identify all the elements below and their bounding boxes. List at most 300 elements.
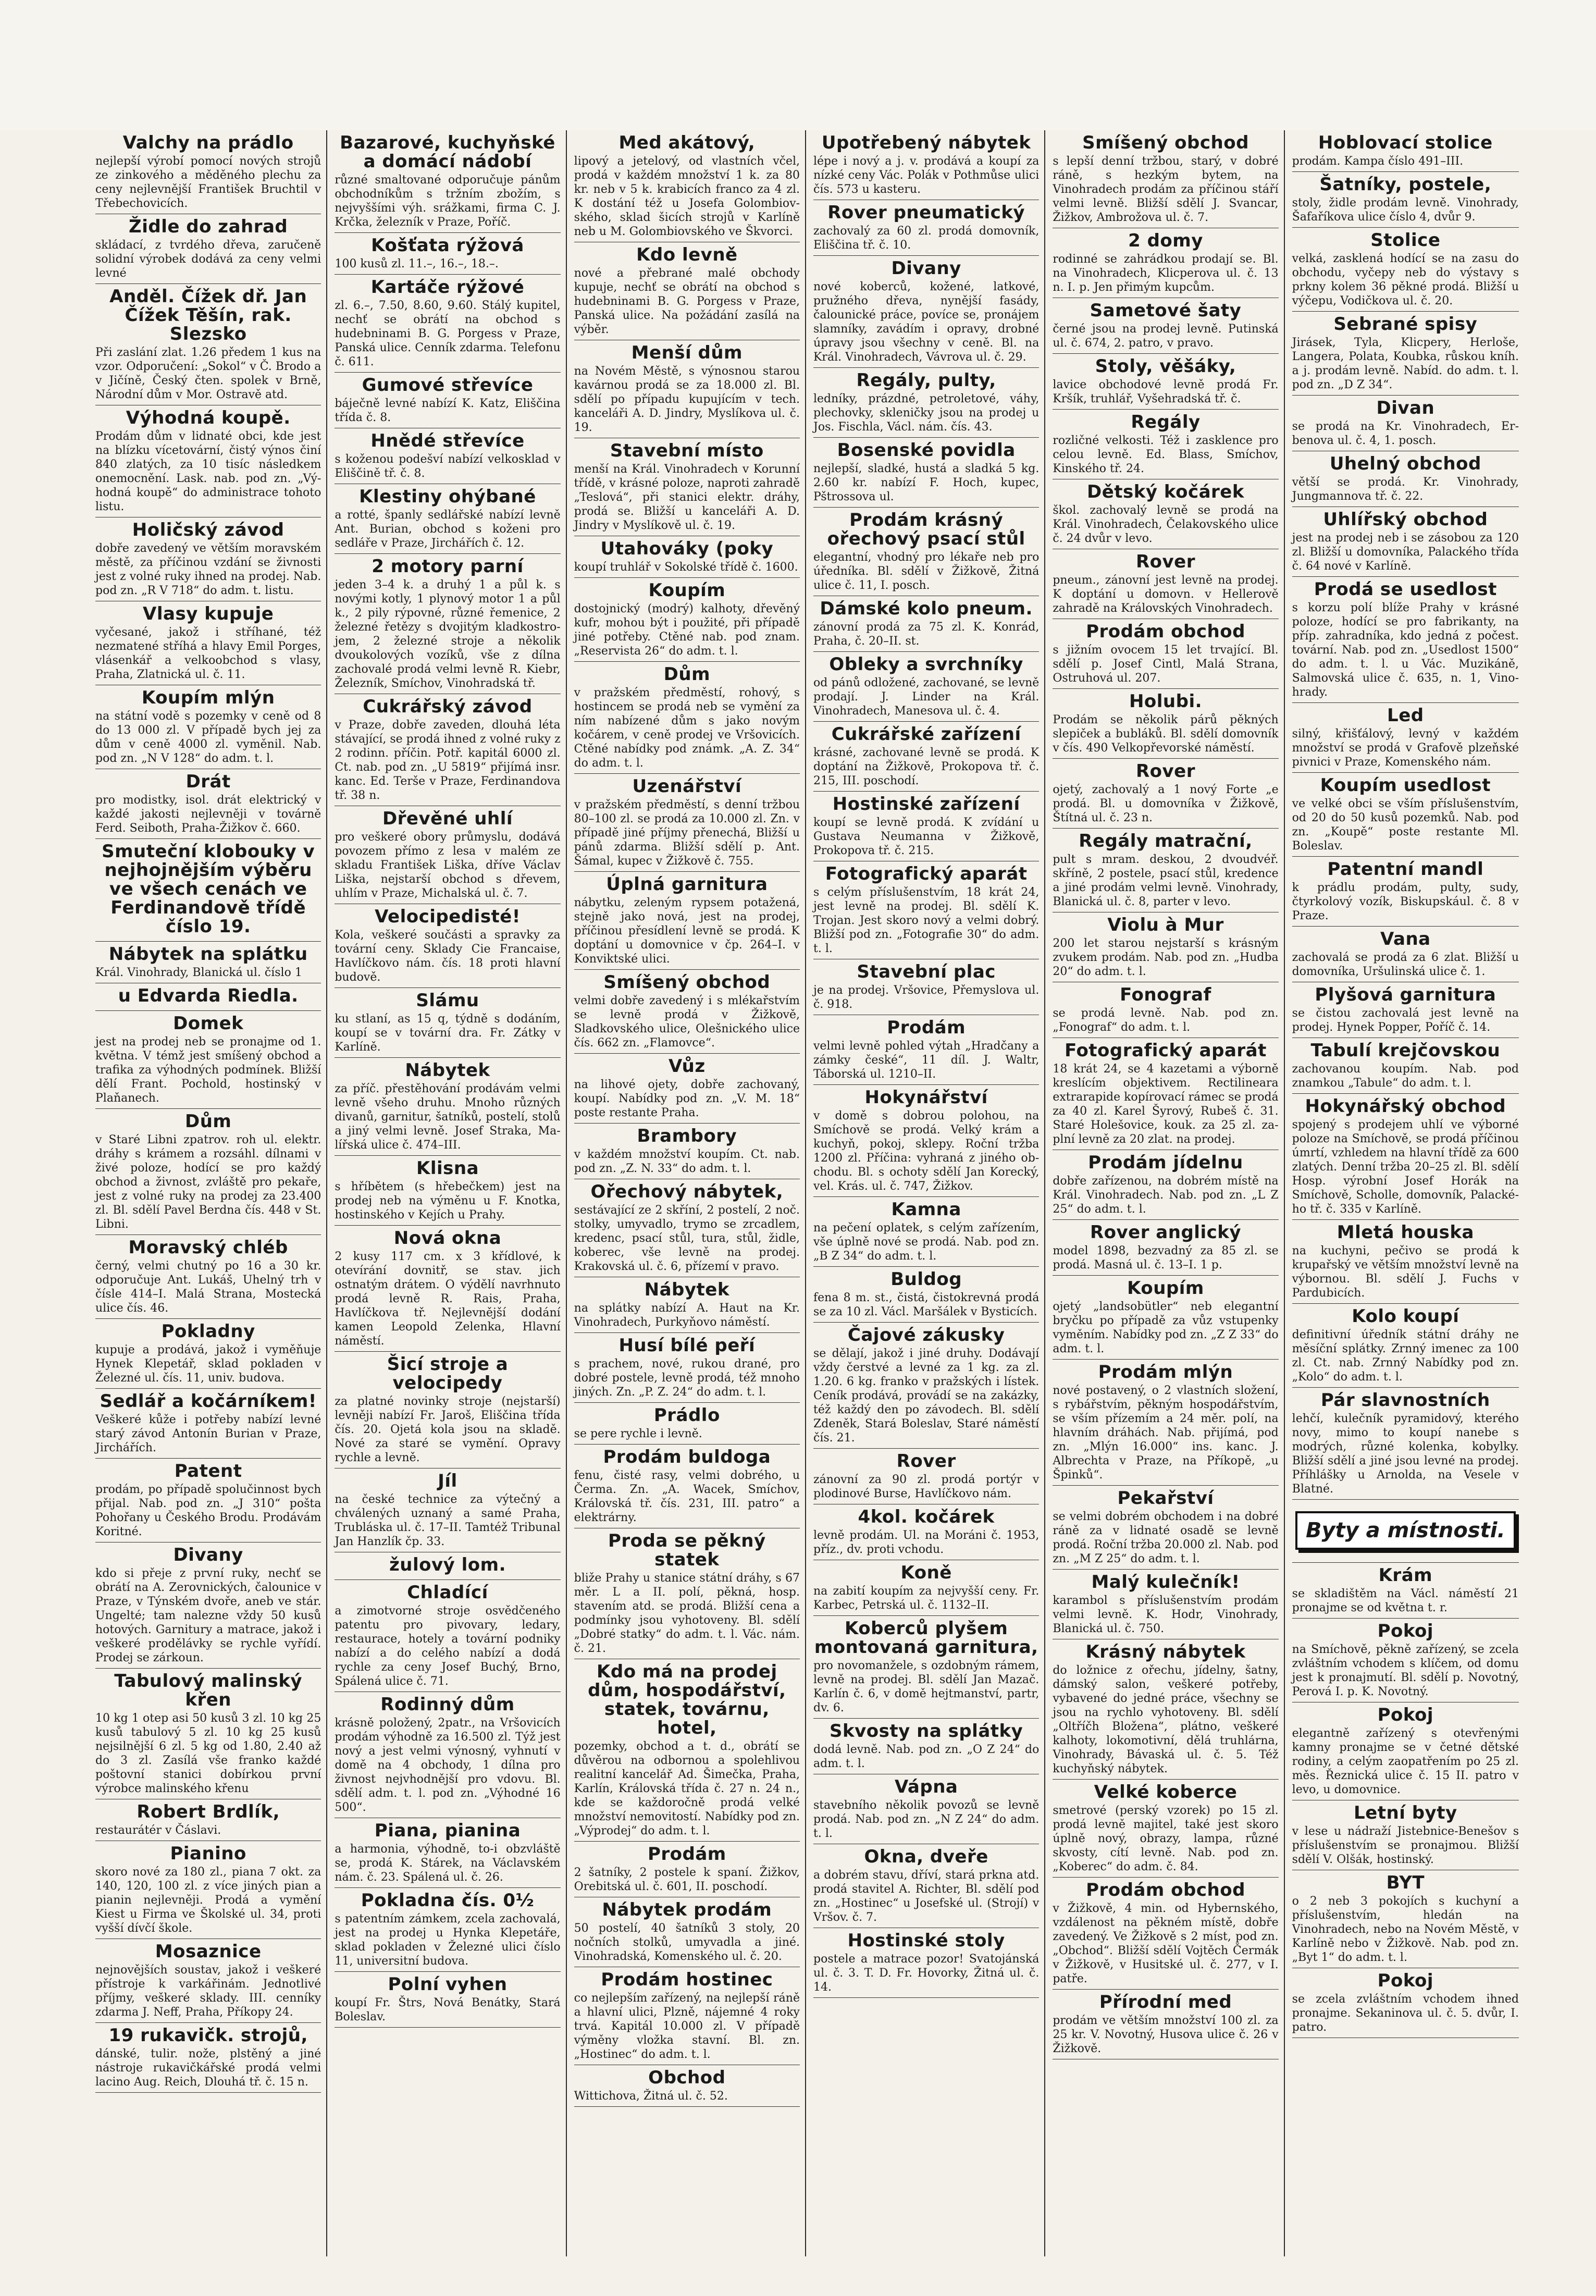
ad-heading: Prodám: [887, 1017, 966, 1038]
classified-ad: [1053, 479, 1278, 549]
classified-ad: [1053, 1486, 1278, 1570]
classified-ad: [1292, 1563, 1519, 1619]
ad-body: zachovalá se prodá za 6 zlat. Bližší u domovníka, Uršulinská ulice č. 1.: [1292, 951, 1519, 978]
classified-ad: [95, 1109, 321, 1235]
classified-ad: [813, 1560, 1039, 1616]
ad-body: nejlepší výrobí pomocí nových strojů ze zinkového a měděného plechu za ceny nejlevnější František Bruchtil v Třebechovicích.: [95, 155, 321, 210]
ad-heading: Chladící: [407, 1582, 488, 1603]
classified-ad: [95, 214, 321, 284]
classified-ad: [813, 438, 1039, 508]
ad-heading: Koupím: [648, 580, 726, 601]
ad-body: v Žižkově, 4 min. od Hybernského, vzdálenost na pěkném místě, dobře zavedený. Ve Žižkově s 2 míst, pod zn. „Obchod“. Bližší sdělí Vojtěch Čermák v Žižkově, v Husitské ul. č. 277, v I. patře.: [1053, 1902, 1279, 1985]
classified-ad: [1292, 312, 1519, 396]
ad-heading: Pekařství: [1117, 1488, 1214, 1509]
ad-heading: Pokoj: [1377, 1621, 1434, 1641]
classified-ad: [813, 596, 1039, 652]
ad-heading: Mletá houska: [1337, 1222, 1474, 1243]
ad-body: elegantní, vhodný pro lékaře neb pro úředníka. Bl. sdělí v Žižkově, Žitná ulice č. 11, I. posch.: [813, 551, 1040, 592]
ad-body: kupuje a prodává, jakož i vyměňuje Hynek Klepetář, sklad pokladen v Železné ul. čís. 11, univ. budova.: [95, 1343, 321, 1385]
ad-body: jest na prodej neb i se zásobou za 120 zl. Bližší u domovníka, Palackého třída č. 64 nové v Karlíně.: [1292, 532, 1519, 573]
ad-body: definitivní úředník státní dráhy ne měsíční splátky. Zrnný imenec za 100 zl. Ct. nab. Zrnný Nabídky pod zn. „Kolo“ do adm. t. l.: [1292, 1328, 1519, 1384]
ad-body: škol. zachovalý levně se prodá na Král. Vinohradech, Čelakovského ulice č. 24 dvůr v levo.: [1053, 504, 1279, 545]
classified-ad: [1292, 1870, 1519, 1968]
ad-heading: Kolo koupí: [1352, 1306, 1459, 1327]
ad-heading: Prodá se usedlost: [1314, 579, 1497, 600]
ad-body: s prachem, nové, rukou drané, pro dobré postele, levně prodá, též mnoho jiných. Zn. „P. Z. 24“ do adm. t. l.: [574, 1357, 800, 1399]
ad-heading: Violu à Mur: [1107, 915, 1224, 935]
classified-ad: [335, 275, 560, 373]
ad-heading: Prodám krásný ořechový psací stůl: [827, 510, 1025, 549]
ad-heading: Krásný nábytek: [1085, 1641, 1246, 1662]
ad-body: zachovanou koupím. Nab. pod znamkou „Tabule“ do adm. t. l.: [1292, 1063, 1519, 1090]
ad-body: dobře zařízenou, na dobrém místě na Král. Vinohradech. Nab. pod zn. „L Z 25“ do adm. t. l.: [1053, 1175, 1279, 1216]
ad-body: silný, křišťálový, levný v každém množství se prodá v Grafově plzeňské pivnici v Praze, Komenského nám.: [1292, 727, 1519, 769]
ad-heading: Kartáče rýžové: [370, 277, 525, 298]
classified-ad: [574, 242, 800, 340]
ad-body: 50 postelí, 40 šatníků 3 stoly, 20 nočních stolků, umyvadla a jiné. Vinohradská, Komenského ul. č. 20.: [574, 1922, 800, 1963]
classified-ad: [813, 1449, 1039, 1504]
ad-heading: Hnědé střevíce: [370, 430, 525, 451]
ad-heading: Hoblovací stolice: [1318, 132, 1493, 153]
classified-ad: [95, 1319, 321, 1389]
ad-heading: Holubi.: [1129, 691, 1203, 712]
classified-ad: [335, 1156, 560, 1226]
classified-ad: [1292, 703, 1519, 773]
ad-body: do ložnice z ořechu, jídelny, šatny, dámský salon, veškeré potřeby, vybavené do jedné práce, všechny se jsou na rychlo vyhotoveny. Bl. sdělí „Oltříčh Bložena“, plátno, veškeré kalhoty, lokomotivní, dělá truhlárna, Vinohrady, Bávaská ul. č. 5. Též kuchyňský nábytek.: [1053, 1664, 1279, 1775]
column-6: [1288, 130, 1524, 2256]
ad-body: na české technice za výtečný a chválených uznaný a samé Praha, Trubláska ul. č. 17–II. Tamtéž Tribunal Jan Hanzlík čp. 33.: [335, 1493, 561, 1548]
ad-body: ojetý „landsobütler“ neb elegantní bryčku po případě za vůz vstupenky vyměním. Nabídky pod zn. „Z Z 33“ do adm. t. l.: [1053, 1300, 1279, 1355]
ad-heading: Kamna: [891, 1199, 961, 1220]
classified-ad: [335, 694, 560, 806]
ad-heading: Hostinské stoly: [847, 1930, 1005, 1951]
ad-heading: Koupím mlýn: [141, 687, 275, 708]
ad-body: zánovní prodá za 75 zl. K. Konrád, Praha, č. 20–II. st.: [813, 621, 1040, 648]
classified-ad: [1053, 1639, 1278, 1780]
ad-heading: 2 motory parní: [372, 556, 524, 577]
classified-ad: [1053, 912, 1278, 982]
ad-heading: Holičský závod: [132, 520, 284, 540]
classified-ad: [1053, 982, 1278, 1038]
ad-body: v Staré Libni zpatrov. roh ul. elektr. dráhy s krámem a rozsáhl. dílnami v živé poloze, hodící se pro každý obchod a živnost, zvláště pro pekaře, jest z volné ruky na prodej za 23.400 zl. Bl. sdělí Pavel Berdna čís. 448 v St. Libni.: [95, 1133, 321, 1231]
classified-ad: [95, 1459, 321, 1542]
ad-heading: Divan: [1376, 398, 1435, 418]
classified-ad: [1053, 1780, 1278, 1878]
ad-heading: Dřevěné uhlí: [382, 808, 513, 829]
ad-body: na splátky nabízí A. Haut na Kr. Vinohradech, Purkyňovo náměstí.: [574, 1302, 800, 1329]
ad-heading: Divany: [173, 1545, 243, 1565]
classified-ad: [1292, 773, 1519, 857]
ad-body: smetrové (perský vzorek) po 15 zl. prodá levně majitel, také jest skoro úplně nový, obrazy, lampa, různé skvosty, cítí levně. Nab. pod zn. „Koberec“ do adm. č. 84.: [1053, 1804, 1279, 1873]
classified-ad: [95, 1841, 321, 1939]
ad-body: na kuchyni, pečivo se prodá k krupařský ve větším množství levně na výbornou. Bl. sdělí J. Fuchs v Pardubicích.: [1292, 1244, 1519, 1300]
ad-body: se velmi dobrém obchodem i na dobré ráně za v lidnaté osadě se levně prodá. Roční tržba 20.000 zl. Nab. pod zn. „M Z 25“ do adm. t. l.: [1053, 1510, 1279, 1565]
ad-body: fena 8 m. st., čistá, čistokrevná prodá se za 10 zl. Václ. Maršálek v Bysticích.: [813, 1291, 1040, 1318]
ad-heading: Slámu: [416, 990, 479, 1011]
ad-body: sestávající ze 2 skříní, 2 postelí, 2 noč. stolky, umyvadlo, trymo se zrcadlem, kredenc, psací stůl, tura, stůl, židle, koberec, vše levně na prodej. Krakovská ul. č. 6, přízemí v pravo.: [574, 1204, 800, 1273]
ad-body: v pražském předměstí, rohový, s hostincem se prodá neb se vymění za ním nabízené dům s jako novým kočárem, v ceně prodej ve Vršovicích. Ctěné nabídky pod známk. „A. Z. 34“ do adm. t. l.: [574, 686, 800, 770]
ad-body: prodám. Kampa číslo 491–III.: [1292, 155, 1464, 168]
classified-ad: [1053, 228, 1278, 298]
ad-heading: Úplná garnitura: [606, 874, 768, 895]
classified-ad: [813, 1504, 1039, 1560]
ad-heading: Patentní mandl: [1327, 859, 1484, 880]
ad-body: menší na Král. Vinohradech v Korunní třídě, v krásné poloze, naproti zahradě „Teslová“, při stanici elektr. dráhy, prodá se. Bližší u kanceláři A. D. Jindry v Myslíkově ul. č. 19.: [574, 463, 800, 532]
classified-ad: [813, 1719, 1039, 1774]
ad-body: v každém množství koupím. Ct. nab. pod zn. „Z. N. 33“ do adm. t. l.: [574, 1148, 800, 1175]
classified-ad: [95, 517, 321, 601]
classified-ad: [813, 1616, 1039, 1719]
ad-heading: Sametové šaty: [1090, 300, 1242, 321]
classified-ad: [335, 554, 560, 694]
classified-ad: [1292, 1968, 1519, 2038]
classified-ad: [335, 1226, 560, 1352]
column-2: [330, 130, 566, 2256]
classified-ad: [813, 1015, 1039, 1085]
classified-ad: [813, 959, 1039, 1015]
classified-ad: [1292, 1388, 1519, 1500]
ad-body: model 1898, bezvadný za 85 zl. se prodá. Masná ul. č. 13–I. 1 p.: [1053, 1244, 1279, 1272]
ad-heading: Obleky a svrchníky: [829, 654, 1023, 675]
ad-heading: Pár slavnostních: [1320, 1390, 1490, 1411]
classified-ad: [574, 1403, 800, 1445]
ad-heading: Uhlířský obchod: [1323, 509, 1488, 530]
ad-heading: Letní byty: [1354, 1803, 1457, 1823]
ad-heading: Regály, pulty,: [856, 370, 996, 391]
ad-heading: Smuteční klobouky v nejhojnějším výběru ve všech cenách ve Ferdinandově třídě číslo 19.: [102, 841, 315, 937]
ad-heading: Drát: [185, 771, 231, 792]
ad-body: na zabití koupím za nejvyšší ceny. Fr. Karbec, Petrská ul. č. 1132–II.: [813, 1585, 1040, 1612]
ad-heading: žulový lom.: [389, 1554, 506, 1575]
classified-ad: [574, 1054, 800, 1124]
classified-ad: [574, 1333, 800, 1403]
ad-heading: Upotřebený nábytek: [821, 132, 1031, 153]
ad-body: a zimotvorné stroje osvědčeného patentu pro pivovary, ledary, restaurace, hotely a tovární podniky nabízí a do celého nabízí a dodá rychle za ceny Josef Buchý, Brno, Spálená ulice č. 71.: [335, 1604, 561, 1688]
classified-ad: [1053, 354, 1278, 410]
classified-ad: [813, 1323, 1039, 1449]
ad-heading: Anděl. Čížek dř. Jan Čížek Těšín, rak. Slezsko: [109, 286, 307, 344]
ad-body: levně prodám. Ul. na Moráni č. 1953, příz., dv. proti vchodu.: [813, 1529, 1040, 1556]
ad-heading: Brambory: [637, 1126, 737, 1146]
ad-heading: Vana: [1380, 929, 1431, 949]
classified-ad: [95, 942, 321, 983]
classified-ad: [1292, 857, 1519, 927]
ad-body: pro novomanžele, s ozdobným rámem, levně na prodej. Bl. sdělí Jan Mazač. Karlín č. 6, v domě hejtmanství, partr, dv. 6.: [813, 1659, 1040, 1714]
ad-body: fenu, čisté rasy, velmi dobrého, u Čerma. Zn. „A. Wacek, Smíchov, Královská tř. čís. 231, III. patro“ a elektrárny.: [574, 1469, 800, 1524]
ad-heading: Přírodní med: [1099, 1992, 1232, 2013]
classified-ad: [95, 1235, 321, 1319]
classified-ad: [574, 2065, 800, 2107]
classified-ad: [1292, 1800, 1519, 1870]
ad-heading: Husí bílé peří: [618, 1335, 756, 1356]
classified-ad: [813, 861, 1039, 959]
ad-heading: Nábytek: [644, 1279, 729, 1300]
classified-ad: [335, 484, 560, 554]
ad-body: stavebního několik povozů se levně prodá. Nab. pod zn. „N Z 24“ do adm. t. l.: [813, 1799, 1040, 1840]
classified-ad: [95, 284, 321, 405]
ad-body: lehčí, kulečník pyramidový, kterého novy, mimo to koupí nanebe s modrých, různé kolenka, kobylky. Bližší sdělí a jiné jsou levné na prodej. Příhlášky u Arnolda, na Vesele v Blatné.: [1292, 1412, 1519, 1496]
ad-body: pozemky, obchod a t. d., obrátí se důvěrou na odbornou a spolehlivou realitní kancelář Ad. Šimečka, Praha, Karlín, Královská třída č. 27 n. 24 n., kde se každoročně prodá velké množství nemovitostí. Nabídky pod zn. „Výprodej“ do adm. t. l.: [574, 1740, 800, 1837]
ad-body: lavice obchodové levně prodá Fr. Kršík, truhlář, Vyšehradská tř. č.: [1053, 378, 1279, 405]
classified-ad: [95, 130, 321, 214]
classified-ad: [813, 722, 1039, 792]
ad-heading: Hokynářský obchod: [1305, 1096, 1506, 1117]
classified-ad: [1292, 1038, 1519, 1094]
ad-heading: Židle do zahrad: [129, 216, 288, 237]
ad-heading: Plyšová garnitura: [1315, 984, 1496, 1005]
classified-ad: [574, 1967, 800, 2065]
ad-body: rozličné velkosti. Též i zasklence pro celou levně. Ed. Blass, Smíchov, Kinského tř. 24.: [1053, 434, 1279, 475]
ad-body: nové koberců, kožené, latkové, pružného dřeva, nynější fasády, čalounické práce, povíce se, pronájem slamníky, zavádím i opravy, drobné úpravy jsou všechny v ceně. Bl. na Král. Vinohradech, Vávrova ul. č. 29.: [813, 280, 1040, 364]
ad-body: Veškeré kůže i potřeby nabízí levné starý závod Antonín Burian v Praze, Jirchářích.: [95, 1413, 321, 1454]
classified-ad: [1292, 1094, 1519, 1220]
ad-body: co nejlepším zařízený, na nejlepší ráně a hlavní ulici, Plzně, nájemné 4 roky trvá. Kapitál 10.000 zl. V případě výměny vložka stavní. Bl. zn. „Hostinec“ do adm. t. l.: [574, 1992, 800, 2061]
ad-body: s patentním zámkem, zcela zachovalá, jest na prodej u Hynka Klepetáře, sklad pokladen v Železné ulici číslo 11, universitní budova.: [335, 1912, 561, 1968]
ad-heading: Pokoj: [1377, 1970, 1434, 1991]
classified-ad: [95, 2023, 321, 2093]
ad-body: dobře zavedený ve větším moravském městě, za příčinou vzdání se živnosti jest z volné ruky ihned na prodej. Nab. pod zn. „R V 718“ do adm. t. listu.: [95, 542, 321, 597]
classified-ad: [1292, 1619, 1519, 1702]
ad-body: od pánů odložené, zachované, se levně prodají. J. Linder na Král. Vinohradech, Manesova ul. č. 4.: [813, 676, 1040, 718]
ad-body: a dobrém stavu, dříví, stará prkna atd. prodá stavitel A. Richter, Bl. sdělí pod zn. „Hostinec“ u Josefské ul. (Strojí) v Vršov. č. 7.: [813, 1869, 1040, 1924]
ad-body: a harmonia, výhodně, to-i obzvláště se, prodá K. Stárek, na Václavském nám. č. 23. Spálená ul. č. 26.: [335, 1843, 561, 1884]
classified-ad: [1292, 1304, 1519, 1388]
classified-ad: [1292, 1220, 1519, 1304]
ad-heading: Dámské kolo pneum.: [820, 598, 1033, 619]
ad-heading: Bosenské povidla: [837, 440, 1016, 461]
ad-heading: Cukrářský závod: [363, 696, 533, 717]
section-heading: Byty a místnosti.: [1295, 1511, 1516, 1550]
ad-heading: Koupím: [1127, 1278, 1204, 1299]
ad-heading: Sedlář a kočárníkem!: [100, 1391, 317, 1412]
classified-ad: [1292, 577, 1519, 703]
classified-ad: [1053, 1570, 1278, 1639]
ad-heading: Prádlo: [653, 1405, 720, 1426]
ad-body: v lese u nádraží Jistebnice-Benešov s příslušenstvím se pronajmou. Bližší sdělí V. Olšák, hostinský.: [1292, 1825, 1519, 1866]
ad-body: koupí truhlář v Sokolské třídě č. 1600.: [574, 561, 798, 574]
ad-body: lipový a jetelový, od vlastních včel, prodá v každém množství 1 k. za 80 kr. neb v 5 k. krabicích franco za 4 zl. K dostání též u Josefa Golombiovského, sklad šicích strojů v Karlíně neb u M. Golombiovského ve Škvorci.: [574, 155, 800, 238]
classified-ad: [574, 536, 800, 578]
classified-ad: [95, 839, 321, 942]
ad-body: elegantně zařízený s otevřenými kamny pronajme se v četné dětské rodiny, a celým zaopatřením po 25 zl. měs. Řeznická ulice č. 15 II. patro v levo, u domovnice.: [1292, 1727, 1519, 1796]
ad-body: velmi levně pohled výtah „Hradčany a zámky české“, 11 díl. J. Waltr, Táborská ul. 1210–II.: [813, 1040, 1040, 1081]
classified-ad: [1292, 172, 1519, 228]
ad-body: za platné novinky stroje (nejstarší) levněji nabízí Fr. Jaroš, Eliščina třída čís. 20. Ojetá kola jsou na skladě. Nové za staré se vymění. Opravy rychle a levně.: [335, 1395, 561, 1464]
ad-body: koupí Fr. Štrs, Nová Benátky, Stará Boleslav.: [335, 1996, 561, 2023]
ad-heading: Buldog: [890, 1269, 962, 1290]
ad-body: s hříbětem (s hřebečkem) jest na prodej neb na výměnu u F. Knotka, hostinského v Kejích u Prahy.: [335, 1180, 561, 1221]
ad-heading: Fotografický aparát: [1065, 1040, 1267, 1061]
ad-body: báječně levné nabízí K. Katz, Eliščina třída č. 8.: [335, 397, 561, 424]
ad-body: na Novém Městě, s výnosnou starou kavárnou prodá se za 18.000 zl. Bl. sdělí po případu kupujícím v tech. kanceláři A. D. Jindry, Myslíkova ul. č. 19.: [574, 365, 800, 434]
ad-body: krásně položený, 2patr., na Vršovicích prodám výhodně za 16.500 zl. Týž jest nový a jest velmi výnosný, vyhnutí v domě na 4 obchody, 1 dílna pro živnost nejvhodnější pro vdovu. Bl. sdělí adm. t. l. pod zn. „Výhodné 16 500“.: [335, 1717, 561, 1814]
ad-body: ojetý, zachovalý a 1 nový Forte „e prodá. Bl. u domovníka v Žižkově, Štítná ul. č. 23 n.: [1053, 783, 1279, 824]
ad-body: velmi dobře zavedený i s mlékařstvím se levně prodá v Žižkově, Sladkovského ulice, Olešnického ulice čís. 662 zn. „Flamovce“.: [574, 994, 800, 1050]
ad-body: s korzu polí blíže Prahy v krásné poloze, hodící se pro fabrikanty, na příp. zahradníka, kdo jedná z počest. tovární. Nab. pod zn. „Usedlost 1500“ do adm. t. l. u Vác. Muzikáně, Salmovská ulice č. 635, n. 1, Vinohrady.: [1292, 601, 1519, 699]
classified-ad: [813, 130, 1039, 200]
ad-heading: Nábytek prodám: [602, 1899, 772, 1920]
classified-ad: [574, 578, 800, 662]
ad-heading: Vůz: [669, 1056, 706, 1077]
classified-ad: [335, 428, 560, 484]
ad-body: na lihové ojety, dobře zachovaný, koupí. Nabídky pod zn. „V. M. 18“ poste restante Praha.: [574, 1078, 800, 1119]
top-margin: [0, 0, 1596, 130]
ad-heading: Prodám hostinec: [601, 1969, 773, 1990]
classified-ad: [335, 1580, 560, 1692]
classified-ad: [95, 1011, 321, 1109]
ad-body: prodám, po případě spolučinnost bych přijal. Nab. pod zn. „J 310“ pošta Pohořany u Českého Brodu. Prodávám Koritné.: [95, 1483, 321, 1538]
ad-heading: Vlasy kupuje: [143, 603, 274, 624]
ad-heading: u Edvarda Riedla.: [118, 985, 299, 1006]
ad-body: dostojnický (modrý) kalhoty, dřevěný kufr, mohou být i použité, při případě jiné potřeby. Ctěné nab. pod znam. „Reservista 26“ do adm. t. l.: [574, 602, 800, 658]
classified-ad: [95, 405, 321, 517]
ad-body: různé smaltované odporučuje pánům obchodníkům s tržním zbožím, s nejvyššími výh. srážkami, firma C. J. Krčka, železník v Praze, Poříč.: [335, 174, 561, 229]
ad-body: zachovalý za 60 zl. prodá domovník, Eliščina tř. č. 10.: [813, 225, 1040, 252]
ad-body: postele a matrace pozor! Svatojánská ul. č. 3. T. D. Fr. Hovorky, Žitná ul. č. 14.: [813, 1953, 1040, 1994]
ad-heading: Divany: [891, 258, 961, 279]
ad-heading: Regály matrační,: [1079, 831, 1253, 851]
ad-body: Jirásek, Tyla, Klicpery, Herloše, Langera, Polata, Koubka, růskou kníh. a j. prodám levně. Nabíd. do adm. t. l. pod zn. „D Z 34“.: [1292, 336, 1519, 391]
classified-ad: [813, 652, 1039, 722]
classified-ad: [335, 988, 560, 1058]
ad-heading: Koberců plyšem montovaná garnitura,: [814, 1618, 1038, 1658]
ad-body: prodám ve větším množství 100 zl. za 25 kr. V. Novotný, Husova ulice č. 26 v Žižkově.: [1053, 2014, 1279, 2055]
ad-heading: Prodám obchod: [1086, 1880, 1245, 1900]
ad-body: vyčesané, jakož i stříhané, též nezmatené stříhá a hlavy Emil Porges, vlásenkář a velkoobchod s vlasy, Praha, Zlatnická ul. č. 11.: [95, 626, 321, 681]
classified-ad: [813, 200, 1039, 256]
ad-heading: Gumové střevíce: [362, 375, 534, 396]
ad-body: dánské, tulir. nože, plstěný a jiné nástroje rukavičkářské prodá velmi lacino Aug. Reich, Dlouhá tř. č. 15 n.: [95, 2047, 321, 2089]
ad-body: pro modistky, isol. drát elektrický v každé jakosti nejlevněji v továrně Ferd. Seiboth, Praha-Žižkov č. 660.: [95, 794, 321, 835]
ad-heading: Krám: [1378, 1565, 1433, 1586]
classified-ad: [1053, 1990, 1278, 2059]
ad-body: 200 let starou nejstarší s krásným zvukem prodám. Nab. pod zn. „Hudba 20“ do adm. t. l.: [1053, 937, 1279, 978]
classified-ad: [95, 601, 321, 685]
ad-heading: Prodám obchod: [1086, 621, 1245, 642]
ad-body: Král. Vinohrady, Blanická ul. číslo 1: [95, 966, 302, 979]
ad-heading: Dům: [663, 664, 710, 685]
classified-ad: [574, 1897, 800, 1967]
ad-body: jest na prodej neb se pronajme od 1. května. V témž jest smíšený obchod a trafika za výhodných podmínek. Bližší dělí Frant. Pochold, hostinský v Plaňanech.: [95, 1035, 321, 1105]
ad-heading: Šicí stroje a velocipedy: [387, 1354, 509, 1393]
classified-ad: [1053, 1276, 1278, 1360]
ad-heading: Rover anglický: [1090, 1222, 1242, 1243]
classified-ad: [574, 1445, 800, 1528]
ad-heading: Kdo má na prodej dům, hospodářství, statek, továrnu, hotel,: [588, 1661, 786, 1738]
classified-ad: [1053, 298, 1278, 354]
ad-body: černé jsou na prodej levně. Putinská ul. č. 674, 2. patro, v pravo.: [1053, 323, 1279, 350]
ad-heading: Fotografický aparát: [825, 863, 1028, 884]
ad-body: o 2 neb 3 pokojích s kuchyní a příslušenstvím, hledán na Vinohradech, nebo na Novém Městě, v Karlíně nebo v Žižkově. Nab. pod zn. „Byt 1“ do adm. t. l.: [1292, 1895, 1519, 1964]
ad-heading: Polní vyhen: [388, 1974, 508, 1995]
ad-body: Při zaslání zlat. 1.26 předem 1 kus na vzor. Odporučení: „Sokol“ v Č. Brodo a v Jičíně, Český čten. spolek v Brně, Národní dům v Mor. Ostravě atd.: [95, 346, 321, 401]
ad-heading: Pokladna čís. 0½: [361, 1890, 535, 1911]
ad-heading: Menší dům: [631, 342, 743, 363]
ad-heading: Sebrané spisy: [1333, 314, 1478, 335]
ad-body: zl. 6.–, 7.50, 8.60, 9.60. Stálý kupitel, nechť se obrátí na obchod s hudebninami B. G. Porgess v Praze, Panská ulice. Cenník zdarma. Telefonu č. 611.: [335, 299, 561, 368]
classified-ad: [335, 1692, 560, 1818]
classified-ad: [813, 792, 1039, 861]
ad-heading: Koně: [900, 1562, 952, 1583]
ad-heading: Klestiny ohýbané: [359, 486, 536, 507]
classified-ad: [335, 1888, 560, 1972]
classified-ad: [574, 1659, 800, 1842]
ad-heading: Pokladny: [161, 1321, 255, 1342]
ad-body: černý, velmi chutný po 16 a 30 kr. odporučuje Ant. Lukáš, Uhelný trh v čísle 414–I. Malá Strana, Mostecká ulice čís. 46.: [95, 1260, 321, 1315]
ad-body: pneum., zánovní jest levně na prodej. K doptání u domovn. v Hellerově zahradě na Královských Vinohradech.: [1053, 574, 1279, 615]
ad-heading: Moravský chléb: [128, 1237, 288, 1258]
classified-ad: [813, 256, 1039, 368]
ad-heading: Čajové zákusky: [847, 1325, 1005, 1345]
column-3: [570, 130, 806, 2256]
classified-ad: [813, 1774, 1039, 1844]
ad-body: k prádlu prodám, pulty, sudy, čtyrkolový vozík, Biskupskául. č. 8 v Praze.: [1292, 881, 1519, 922]
classified-ad: [1053, 689, 1278, 759]
ad-body: spojený s prodejem uhlí ve výborné poloze na Smíchově, se prodá příčinou úmrtí, vzhledem na hlavní třídě za 600 zlatých. Denní tržba 20–25 zl. Bl. sdělí Hosp. výrobní Josef Horák na Smíchově, Scholle, domovník, Palackého tř. č. 335 v Karlíně.: [1292, 1118, 1519, 1216]
ad-body: Prodám se několik párů pěkných slepiček a bubláků. Bl. sdělí domovník v čís. 490 Velkopřevorské náměstí.: [1053, 713, 1279, 755]
ad-body: restaurátér v Čáslavi.: [95, 1824, 221, 1837]
ad-body: se prodá levně. Nab. pod zn. „Fonograf“ do adm. t. l.: [1053, 1007, 1279, 1034]
ad-heading: Rover pneumatický: [827, 202, 1025, 223]
classified-ad: [813, 1928, 1039, 1998]
classified-ad: [574, 1842, 800, 1897]
ad-body: se skladištěm na Václ. náměstí 21 pronajme se od května t. r.: [1292, 1587, 1519, 1614]
ad-heading: Dům: [184, 1111, 232, 1132]
ad-body: větší se prodá. Kr. Vinohrady, Jungmannova tř. č. 22.: [1292, 476, 1519, 503]
classified-ad: [335, 1818, 560, 1888]
ad-heading: Patent: [174, 1461, 242, 1482]
ad-body: zánovní za 90 zl. prodá portýr v plodinové Burse, Havlíčkovo nám.: [813, 1473, 1040, 1500]
classified-ad: [95, 769, 321, 839]
classified-ad: [1053, 1220, 1278, 1276]
classified-ad: [335, 904, 560, 988]
ad-heading: Tabulový malinský křen: [114, 1671, 303, 1710]
ad-body: lépe i nový a j. v. prodává a koupí za nízké ceny Vác. Polák v Pothmůse ulici čís. 573 u kasteru.: [813, 155, 1040, 196]
ad-heading: Cukrářské zařízení: [831, 724, 1021, 745]
ad-heading: Prodám: [647, 1844, 726, 1865]
classified-ad: [813, 1197, 1039, 1267]
classified-ad: [813, 368, 1039, 438]
ad-body: nábytku, zeleným rypsem potažená, stejně jako nová, jest na prodej, příčinou přesídlení levně se prodá. K doptání u domovnice v čp. 264–I. v Konviktské ulici.: [574, 896, 800, 966]
classified-ad: [574, 340, 800, 438]
ad-body: dodá levně. Nab. pod zn. „O Z 24“ do adm. t. l.: [813, 1743, 1040, 1770]
ad-body: se pere rychle i levně.: [574, 1427, 702, 1440]
classified-ad: [813, 508, 1039, 596]
ad-heading: Uzenářství: [632, 776, 742, 797]
ad-heading: Okna, dveře: [864, 1846, 988, 1867]
classified-ad: [1292, 1702, 1519, 1800]
classified-ad: [95, 1389, 321, 1459]
ad-body: Prodám dům v lidnaté obci, kde jest na blízku vícetovární, čistý výnos činí 840 zlatých, za 10 tisíc následkem onemocnění. Lask. nab. pod zn. „Výhodná koupě“ do administrace tohoto listu.: [95, 430, 321, 513]
ad-body: nové a přebrané malé obchody kupuje, nechť se obrátí na obchod s hudebninami B. G. Porgess v Praze, Panská ulice. Na požádání zasílá na výběr.: [574, 267, 800, 336]
ad-heading: Klisna: [416, 1158, 479, 1179]
ad-heading: Rodinný dům: [380, 1694, 515, 1715]
classified-ad: [95, 1542, 321, 1669]
classified-ad: [1292, 982, 1519, 1038]
classified-ad: [335, 1468, 560, 1552]
ad-body: je na prodej. Vršovice, Přemyslova ul. č. 918.: [813, 984, 1040, 1011]
ad-body: karambol s příslušenstvím prodám velmi levně. K. Hodr, Vinohrady, Blanická ul. č. 750.: [1053, 1594, 1279, 1635]
ad-heading: Šatníky, postele,: [1319, 174, 1492, 195]
column-5: [1048, 130, 1284, 2256]
classified-ad: [1053, 619, 1278, 689]
ad-heading: Košťata rýžová: [371, 235, 524, 256]
classified-ad: [574, 130, 800, 242]
classified-ad: [1292, 228, 1519, 312]
ad-body: koupí se levně prodá. K zvídání u Gustava Neumanna v Žižkově, Prokopova tř. č. 215.: [813, 816, 1040, 857]
ad-body: s lepší denní tržbou, starý, v dobré ráně, s hezkým bytem, na Vinohradech prodám za příčinou stáří velmi levně. Bližší sdělí J. Svancar, Žižkov, Ambrožova ul. č. 7.: [1053, 155, 1279, 224]
classified-ad: [1292, 396, 1519, 451]
